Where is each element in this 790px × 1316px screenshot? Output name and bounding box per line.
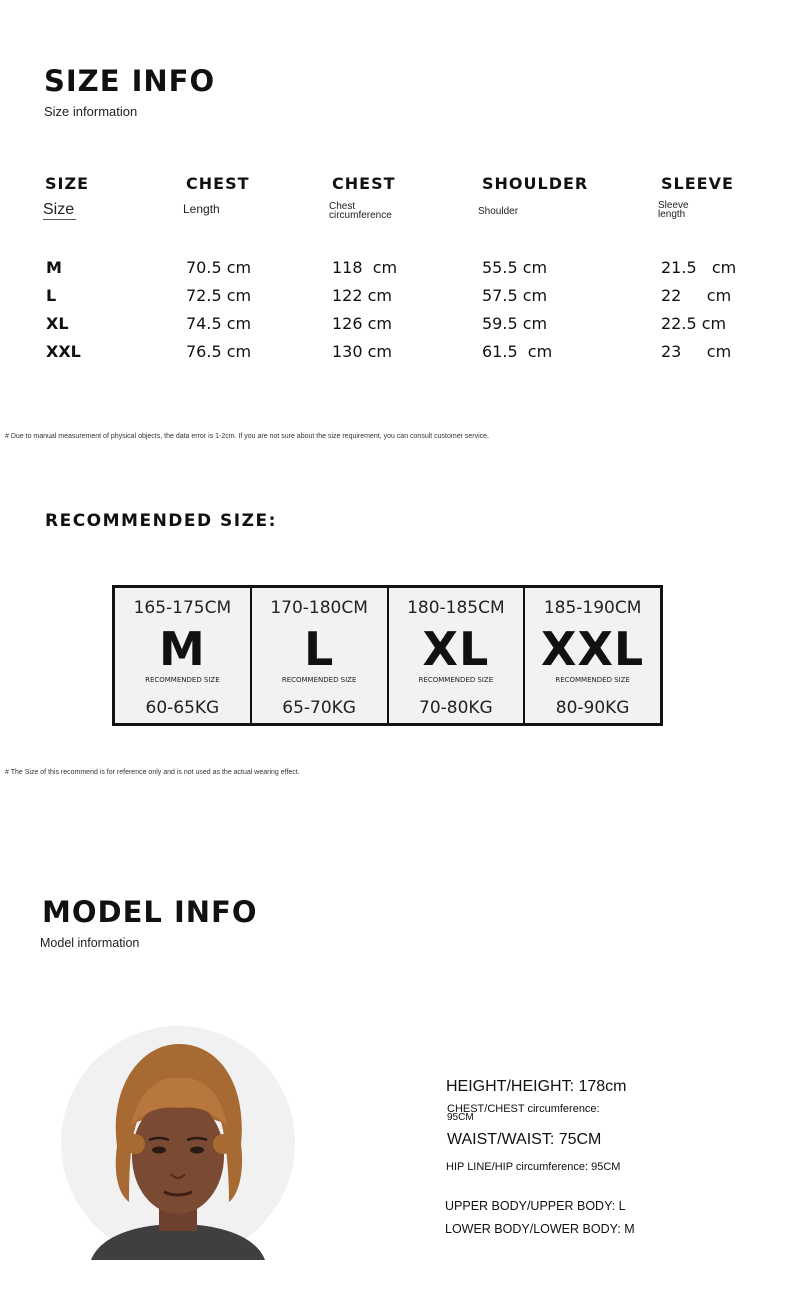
table-cell: XL	[46, 314, 69, 333]
size-info-title: SIZE INFO	[44, 64, 216, 98]
rec-label: RECOMMENDED SIZE	[418, 676, 494, 684]
rec-size: M	[158, 622, 206, 676]
col-sub-length: Length	[183, 202, 220, 216]
model-height: HEIGHT/HEIGHT: 178cm	[446, 1078, 627, 1095]
table-cell: 21.5 cm	[661, 258, 737, 277]
model-waist: WAIST/WAIST: 75CM	[447, 1131, 602, 1148]
col-sub-sleeve: Sleeve length	[658, 200, 689, 220]
rec-label: RECOMMENDED SIZE	[281, 676, 357, 684]
model-hip: HIP LINE/HIP circumference: 95CM	[446, 1161, 621, 1173]
model-lower-body: LOWER BODY/LOWER BODY: M	[445, 1222, 635, 1236]
col-head-length: CHEST	[186, 174, 250, 193]
model-info-title: MODEL INFO	[42, 895, 258, 929]
table-cell: 57.5 cm	[482, 286, 548, 305]
table-cell: 126 cm	[332, 314, 393, 333]
table-cell: L	[46, 286, 57, 305]
recommended-box-m	[115, 588, 252, 723]
table-cell: 70.5 cm	[186, 258, 252, 277]
rec-weight: 70-80KG	[419, 698, 493, 718]
rec-label: RECOMMENDED SIZE	[145, 676, 220, 684]
rec-size: XL	[422, 622, 490, 676]
table-cell: 61.5 cm	[482, 342, 553, 361]
rec-height: 185-190CM	[543, 598, 642, 618]
model-upper-body: UPPER BODY/UPPER BODY: L	[445, 1199, 626, 1213]
table-cell: 76.5 cm	[186, 342, 252, 361]
recommended-size-grid	[112, 585, 663, 726]
col-head-shoulder: SHOULDER	[482, 174, 589, 193]
table-cell: 55.5 cm	[482, 258, 548, 277]
col-sub-shoulder: Shoulder	[478, 206, 519, 217]
table-cell: XXL	[46, 342, 81, 361]
model-portrait-icon	[61, 1026, 295, 1260]
table-cell: 122 cm	[332, 286, 393, 305]
recommended-box-xl	[389, 588, 526, 723]
recommended-title: RECOMMENDED SIZE:	[45, 511, 277, 531]
table-cell: 23 cm	[661, 342, 732, 361]
table-cell: 72.5 cm	[186, 286, 252, 305]
recommended-box-l	[252, 588, 389, 723]
table-cell: 59.5 cm	[482, 314, 548, 333]
col-head-sleeve: SLEEVE	[661, 174, 734, 193]
rec-weight: 80-90KG	[555, 698, 630, 718]
col-head-chest: CHEST	[332, 174, 396, 193]
col-sub-chest: Chest circumference	[329, 201, 392, 221]
table-cell: 22 cm	[661, 286, 732, 305]
table-cell: M	[46, 258, 62, 277]
size-info-subtitle: Size information	[44, 104, 138, 119]
model-avatar	[61, 1026, 295, 1260]
rec-weight: 65-70KG	[282, 698, 356, 718]
col-head-size: SIZE	[45, 174, 90, 193]
model-chest-value: 95CM	[447, 1112, 474, 1123]
rec-size: L	[303, 622, 335, 676]
rec-height: 180-185CM	[407, 598, 505, 618]
recommended-box-xxl	[525, 588, 660, 723]
col-sub-size: Size	[43, 201, 75, 218]
table-cell: 74.5 cm	[186, 314, 252, 333]
table-cell: 22.5 cm	[661, 314, 727, 333]
rec-height: 165-175CM	[133, 598, 232, 618]
size-note: # Due to manual measurement of physical objects, the data error is 1-2cm. If you are not sure about the size requirement, you can consult customer service.	[5, 433, 490, 440]
table-cell: 130 cm	[332, 342, 393, 361]
rec-weight: 60-65KG	[145, 698, 220, 718]
model-chest: CHEST/CHEST circumference:	[447, 1103, 600, 1115]
model-info-subtitle: Model information	[40, 936, 140, 950]
rec-size: XXL	[541, 622, 645, 676]
rec-height: 170-180CM	[270, 598, 368, 618]
table-cell: 118 cm	[332, 258, 398, 277]
recommend-note: # The Size of this recommend is for reference only and is not used as the actual wearing effect.	[5, 769, 300, 776]
rec-label: RECOMMENDED SIZE	[555, 676, 630, 684]
